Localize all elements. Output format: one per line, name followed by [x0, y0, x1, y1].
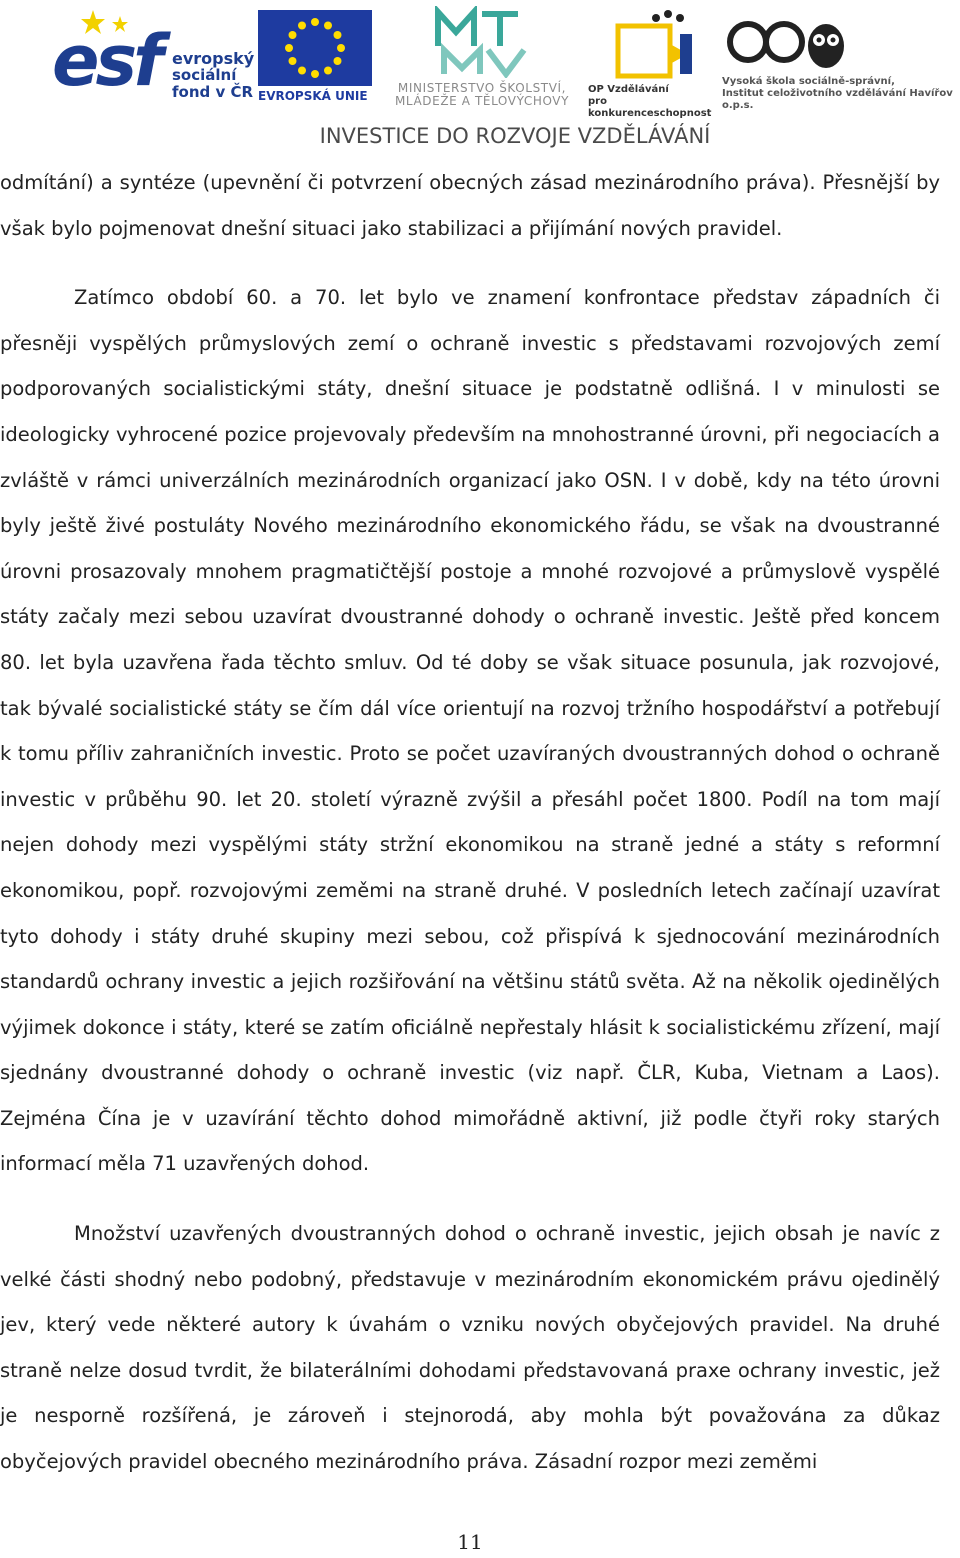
vs-logo	[722, 12, 958, 111]
header-banner: INVESTICE DO ROZVOJE VZDĚLÁVÁNÍ	[319, 124, 711, 148]
op-caption	[588, 84, 716, 120]
esf-caption	[172, 50, 254, 101]
op-caption-line2: pro konkurenceschopnost	[588, 96, 712, 119]
esf-letters: esf	[52, 20, 160, 102]
msmt-caption-line2: MLÁDEŽE A TĚLOVÝCHOVY	[394, 94, 570, 108]
paragraph: Zatímco období 60. a 70. let bylo ve znamení konfrontace představ západních či přesněji vyspělých průmyslových zemí o ochraně investic s představami rozvojových zemí podporovaných socialistickými státy, dnešní situace je podstatně odlišná. I v minulosti se ideologicky vyhrocené pozice projevovaly především na mnohostranné úrovni, při negociacích a zvláště v rámci univerzálních mezinárodních organizací jako OSN. I v době, kdy na této úrovni byly ještě živé postuláty Nového mezinárodního ekonomického řádu, se však na dvoustranné úrovni prosazovaly mnohem pragmatičtější postoje a mnohé rozvojové a průmyslově vyspělé státy začaly mezi sebou uzavírat dvoustranné dohody o ochraně investic. Ještě před koncem 80. let byla uzavřena řada těchto smluv. Od té doby se však situace posunula, jak rozvojové, tak bývalé socialistické státy se čím dál více orientují na rozvoj tržního hospodářství a potřebují k tomu příliv zahraničních investic. Proto se počet uzavíraných dvoustranných dohod o ochraně investic v průběhu 90. let 20. století výrazně zvýšil a přesáhl počet 1800. Podíl na tom mají nejen dohody mezi vyspělými státy stržní ekonomikou na straně jedné a státy s reformní ekonomikou, popř. rozvojovými zeměmi na straně druhé. V posledních letech začínají uzavírat tyto dohody i státy druhé skupiny mezi sebou, což přispívá k sjednocování mezinárodních standardů ochrany investic a jejich rozšiřování na většinu států světa. Až na několik ojedinělých výjimek dokonce i státy, které se zatím oficiálně nepřestaly hlásit k socialistickému zřízení, mají sjednány dvoustranné dohody o ochraně investic (viz např. ČLR, Kuba, Vietnam a Laos). Zejména Čína je v uzavírání těchto dohod mimořádně aktivní, již podle čtyři roky starých informací měla 71 uzavřených dohod.	[0, 286, 940, 1176]
owl-icon	[722, 12, 852, 74]
paragraph: Množství uzavřených dvoustranných dohod o ochraně investic, jejich obsah je navíc z velké části shodný nebo podobný, představuje v mezinárodním ekonomickém právu ojedinělý jev, který vede některé autory k úvahám o vzniku nových obyčejových pravidel. Na druhé straně nelze dosud tvrdit, že bilaterálními dohodami představovaná praxe ochrany investic, jež je nesporně rozšířená, je zároveň i stejnorodá, aby mohla být považována za důkaz obyčejových pravidel obecného mezinárodního práva. Zásadní rozpor mezi zeměmi	[0, 1222, 940, 1474]
esf-caption-line3: fond v ČR	[172, 83, 254, 101]
vs-caption-line1: Vysoká škola sociálně-správní,	[722, 76, 895, 87]
vs-caption-line2: Institut celoživotního vzdělávání Havířov o.p.s.	[722, 88, 953, 111]
esf-caption-line1: evropský	[172, 49, 255, 68]
msmt-caption-line1: MINISTERSTVO ŠKOLSTVÍ,	[397, 81, 567, 95]
msmt-mark-icon	[430, 6, 530, 78]
document-header	[0, 0, 960, 160]
op-logo	[588, 8, 716, 119]
op-caption-line1: OP Vzdělávání	[588, 84, 669, 95]
document-body	[0, 160, 940, 1485]
msmt-caption	[382, 82, 582, 108]
page-number: 11	[457, 1530, 483, 1554]
msmt-logo	[382, 6, 582, 106]
esf-caption-line2: sociální	[172, 66, 237, 84]
paragraph-continued: odmítání) a syntéze (upevnění či potvrzení obecných zásad mezinárodního práva). Přesnější by však bylo pojmenovat dnešní situaci jako stabilizaci a přijímání nových pravidel.	[0, 171, 940, 240]
op-mark-icon	[610, 8, 696, 80]
eu-caption: EVROPSKÁ UNIE	[258, 89, 368, 103]
vs-caption	[722, 76, 958, 112]
esf-logo	[52, 8, 255, 104]
eu-flag-icon	[258, 10, 372, 86]
eu-logo	[258, 10, 374, 104]
